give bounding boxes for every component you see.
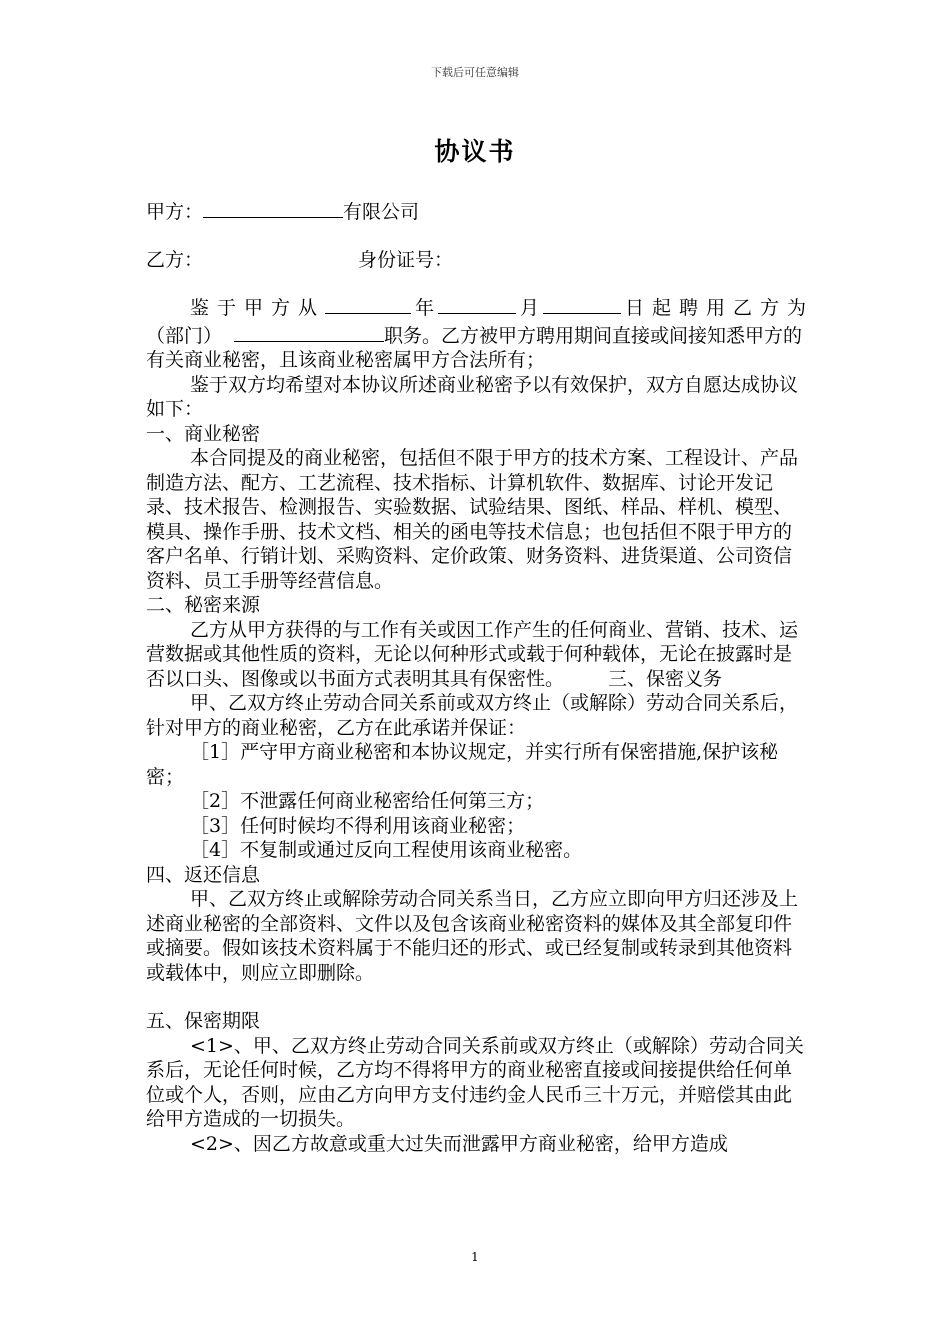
section-2-text: 乙方从甲方获得的与工作有关或因工作产生的任何商业、营销、技术、运营数据或其他性质的资料，无论以何种形式或载于何种载体，无论在披露时是否以口头、图像或以书面方式表明其具有保密性。 三、保密义务 [146,618,799,690]
section-5-item-1: <1>、甲、乙双方终止劳动合同关系前或双方终止（或解除）劳动合同关系后，无论任何时候，乙方均不得将甲方的商业秘密直接或间接提供给任何单位或个人，否则，应由乙方向甲方支付违约金人民币三十万元，并赔偿其由此给甲方造成的一切损失。 [146,1034,804,1130]
party-a-line [146,197,419,224]
section-3-item-4: ［4］不复制或通过反向工程使用该商业秘密。 [190,839,583,861]
party-b-line [146,245,453,272]
section-3-item-3: ［3］任何时候均不得利用该商业秘密； [190,814,526,837]
document-title: 协议书 [434,137,516,166]
header-note: 下载后可任意编辑 [431,66,519,79]
section-5-heading: 五、保密期限 [146,1010,261,1032]
page-number: 1 [471,1250,479,1264]
section-3-item-2: ［2］不泄露任何商业秘密给任何第三方； [190,790,545,812]
party-a-blank [203,197,343,218]
party-a-label: 甲方： [146,201,204,223]
day-blank [543,293,621,314]
section-3-heading: 三、保密义务 [608,667,723,690]
section-2-heading: 二、秘密来源 [146,594,261,616]
party-a-suffix: 有限公司 [343,201,420,223]
agreement-body [146,293,810,1156]
id-number-label: 身份证号： [358,249,454,271]
intro-line-1: 鉴于甲方从 年 月 日起聘用乙方为 [146,293,810,321]
section-4-heading: 四、返还信息 [146,863,261,886]
intro-line-2: （部门） 职务。乙方被甲方聘用期间直接或间接知悉甲方的有关商业秘密，且该商业秘密属甲方合法所有； [146,321,810,373]
section-3-item-1: ［1］严守甲方商业秘密和本协议规定，并实行所有保密措施,保护该秘密； [146,741,779,788]
section-3-intro: 甲、乙双方终止劳动合同关系前或双方终止（或解除）劳动合同关系后，针对甲方的商业秘密，乙方在此承诺并保证： [146,692,799,739]
position-blank [234,321,384,342]
party-b-label: 乙方： [146,249,204,271]
section-1-heading: 一、商业秘密 [146,422,261,445]
month-blank [438,293,516,314]
section-5-item-2: <2>、因乙方故意或重大过失而泄露甲方商业秘密，给甲方造成 [190,1132,728,1155]
year-blank [325,293,411,314]
intro-paragraph-2: 鉴于双方均希望对本协议所述商业秘密予以有效保护，双方自愿达成协议如下： [146,373,799,420]
section-4-text: 甲、乙双方终止或解除劳动合同关系当日，乙方应立即向甲方归还涉及上述商业秘密的全部资料、文件以及包含该商业秘密资料的媒体及其全部复印件或摘要。假如该技术资料属于不能归还的形式、或已经复制或转录到其他资料或载体中，则应立即删除。 [146,888,799,984]
section-1-text: 本合同提及的商业秘密，包括但不限于甲方的技术方案、工程设计、产品制造方法、配方、工艺流程、技术指标、计算机软件、数据库、讨论开发记录、技术报告、检测报告、实验数据、试验结果、图纸、样品、样机、模型、模具、操作手册、技术文档、相关的函电等技术信息；也包括但不限于甲方的客户名单、行销计划、采购资料、定价政策、财务资料、进货渠道、公司资信资料、员工手册等经营信息。 [146,447,799,592]
